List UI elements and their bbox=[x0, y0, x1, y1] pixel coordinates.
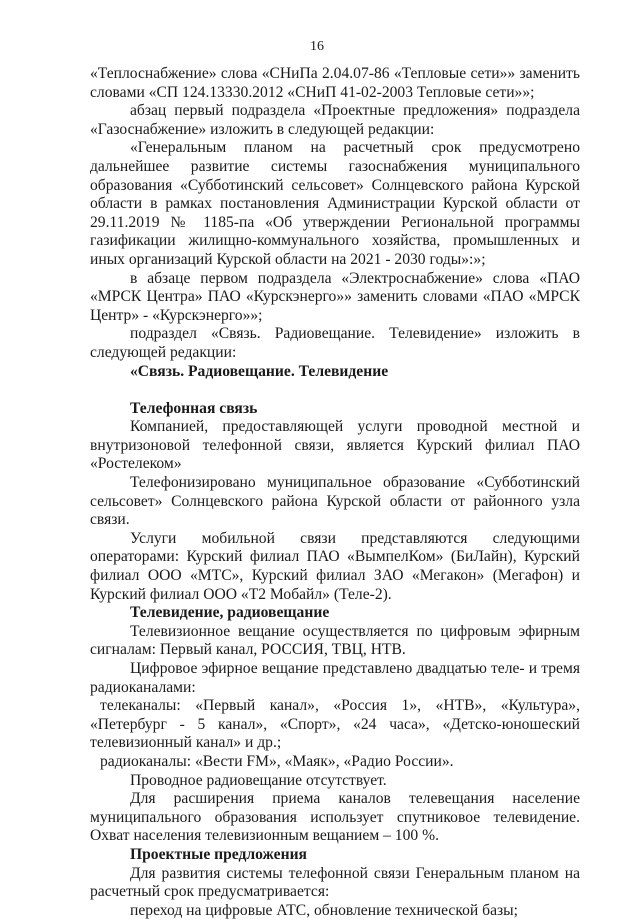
heading-telephone: Телефонная связь bbox=[130, 399, 258, 417]
paragraph-electricity: в абзаце первом подраздела «Электроснабжение» слова «ПАО «МРСК Центра» ПАО «Курскэнерго»» заменить словами «ПАО «МРСК Центр» - «Курскэнерго»»; bbox=[90, 269, 580, 324]
paragraph-proposals-intro: Для развития системы телефонной связи Генеральным планом на расчетный срок предусматривается: bbox=[90, 864, 580, 901]
paragraph-radio-channels: радиоканалы: «Вести FM», «Маяк», «Радио России». bbox=[100, 752, 454, 770]
document-body bbox=[90, 65, 580, 920]
paragraph-satellite-tv: Для расширения приема каналов телевещания население муниципального образования использует спутниковое телевидение. Охват населения телевизионным вещанием – 100 %. bbox=[90, 790, 580, 845]
paragraph-tv-channels: телеканалы: «Первый канал», «Россия 1», «НТВ», «Культура», «Петербург - 5 канал», «Спорт», «24 часа», «Детско-юношеский телевизионный канал» и др.; bbox=[90, 697, 580, 752]
paragraph-gas-text: «Генеральным планом на расчетный срок предусмотрено дальнейшее развитие системы газоснабжения муниципального образования «Субботинский сельсовет» Солнцевского района Курской области в рамках постановления Администрации Курской области от 29.11.2019 № 1185-па «Об утверждении Региональной программы газификации жилищно-коммунального хозяйства, промышленных и иных организаций Курской области на 2021 - 2030 годы»:»; bbox=[90, 139, 580, 268]
paragraph-tv-broadcast: Телевизионное вещание осуществляется по цифровым эфирным сигналам: Первый канал, РОССИЯ, ТВЦ, НТВ. bbox=[90, 622, 580, 659]
paragraph-communications-intro: подраздел «Связь. Радиовещание. Телевидение» изложить в следующей редакции: bbox=[90, 325, 580, 361]
paragraph-proposals-item: переход на цифровые АТС, обновление технической базы; bbox=[130, 901, 518, 919]
paragraph-gas-intro: абзац первый подраздела «Проектные предложения» подраздела «Газоснабжение» изложить в следующей редакции: bbox=[90, 102, 580, 138]
paragraph-wired-radio: Проводное радиовещание отсутствует. bbox=[130, 771, 387, 789]
paragraph-heat-supply: «Теплоснабжение» слова «СНиПа 2.04.07-86 «Тепловые сети»» заменить словами «СП 124.13330.2012 «СНиП 41-02-2003 Тепловые сети»»; bbox=[90, 65, 580, 101]
heading-proposals: Проектные предложения bbox=[130, 845, 307, 863]
paragraph-telephone-coverage: Телефонизировано муниципальное образование «Субботинский сельсовет» Солнцевского района Курской области от районного узла связи. bbox=[90, 474, 580, 529]
blank-line bbox=[90, 381, 580, 400]
heading-tv-radio: Телевидение, радиовещание bbox=[130, 604, 330, 622]
section-title: «Связь. Радиовещание. Телевидение bbox=[130, 362, 389, 380]
paragraph-digital-broadcast: Цифровое эфирное вещание представлено двадцатью теле- и тремя радиоканалами: bbox=[90, 660, 580, 696]
paragraph-telephone-provider: Компанией, предоставляющей услуги проводной местной и внутризоновой телефонной связи, является Курский филиал ПАО «Ростелеком» bbox=[90, 418, 580, 473]
paragraph-mobile-operators: Услуги мобильной связи представляются следующими операторами: Курский филиал ПАО «ВымпелКом» (БиЛайн), Курский филиал ООО «МТС», Курский филиал ЗАО «Мегакон» (Мегафон) и Курский филиал ООО «Т2 Мобайл» (Теле-2). bbox=[90, 529, 580, 603]
page-number: 16 bbox=[310, 39, 324, 54]
